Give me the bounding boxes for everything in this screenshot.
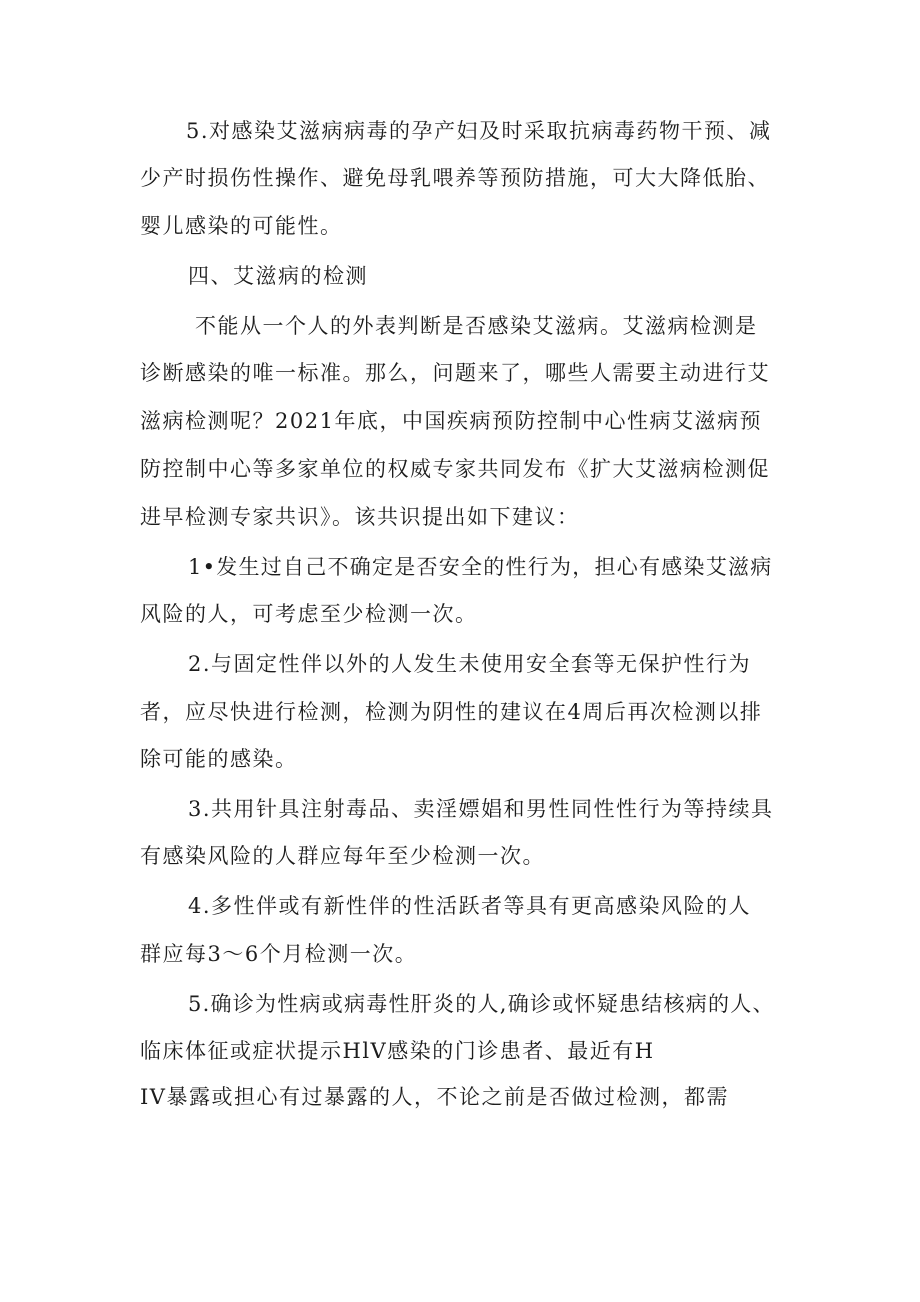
list-item-line: 者，应尽快进行检测，检测为阴性的建议在4周后再次检测以排 [140, 700, 763, 724]
list-item-line: IV暴露或担心有过暴露的人，不论之前是否做过检测，都需 [140, 1085, 729, 1109]
list-item-line: 群应每3～6个月检测一次。 [140, 942, 418, 966]
list-item-line: 临床体征或症状提示HlV感染的门诊患者、最近有H [140, 1039, 655, 1063]
paragraph-line: 诊断感染的唯一标准。那么，问题来了，哪些人需要主动进行艾 [140, 361, 770, 385]
paragraph-line: 婴儿感染的可能性。 [140, 214, 343, 238]
list-item-line: 风险的人，可考虑至少检测一次。 [140, 602, 478, 626]
paragraph-line: 不能从一个人的外表判断是否感染艾滋病。艾滋病检测是 [195, 314, 758, 338]
section-heading: 四、艾滋病的检测 [188, 264, 368, 288]
list-item-line: 2.与固定性伴以外的人发生未使用安全套等无保护性行为 [188, 652, 752, 676]
paragraph-line: 5.对感染艾滋病病毒的孕产妇及时采取抗病毒药物干预、减 [186, 119, 772, 143]
list-item-line: 有感染风险的人群应每年至少检测一次。 [140, 844, 545, 868]
paragraph-line: 滋病检测呢？2021年底，中国疾病预防控制中心性病艾滋病预 [140, 409, 762, 433]
list-item-line: 1•发生过自己不确定是否安全的性行为，担心有感染艾滋病 [188, 555, 773, 579]
list-item-line: 4.多性伴或有新性伴的性活跃者等具有更高感染风险的人 [188, 894, 752, 918]
paragraph-line: 进早检测专家共识》。该共识提出如下建议： [140, 505, 580, 529]
paragraph-line: 少产时损伤性操作、避免母乳喂养等预防措施，可大大降低胎、 [140, 166, 770, 190]
list-item-line: 5.确诊为性病或病毒性肝炎的人,确诊或怀疑患结核病的人、 [188, 992, 775, 1016]
paragraph-line: 防控制中心等多家单位的权威专家共同发布《扩大艾滋病检测促 [140, 457, 770, 481]
list-item-line: 3.共用针具注射毒品、卖淫嫖娼和男性同性性行为等持续具 [188, 797, 774, 821]
list-item-line: 除可能的感染。 [140, 747, 298, 771]
